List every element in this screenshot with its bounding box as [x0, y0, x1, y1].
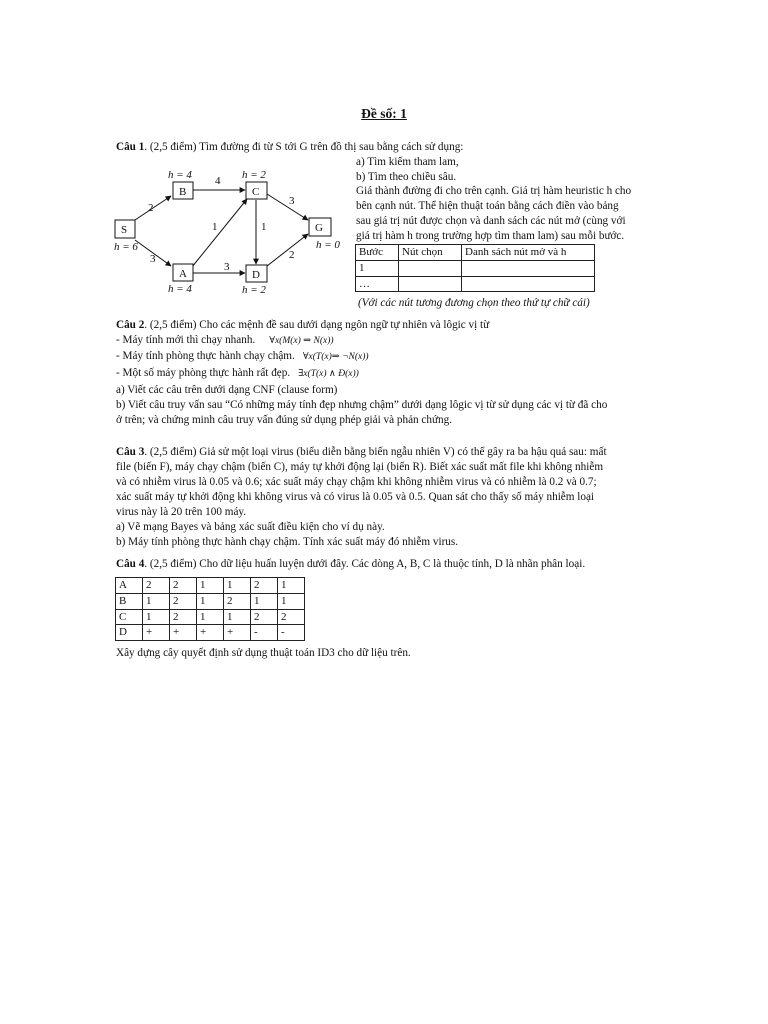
q2-statement-2	[116, 349, 369, 365]
q2-formula: ∀x(T(x)⇒ ¬N(x))	[302, 352, 369, 362]
q2-formula: ∀x(M(x) ⇒ N(x))	[269, 336, 334, 346]
table-cell: 1	[197, 593, 224, 609]
table-cell: C	[116, 609, 143, 625]
node-b-label: B	[179, 186, 187, 198]
edge-b-c-cost: 4	[215, 175, 221, 187]
node-c-label: C	[252, 186, 260, 198]
q1-desc-3: sau giá trị nút được chọn và danh sách các nút mở (cùng với	[356, 215, 626, 227]
q2-formula: ∃x(T(x) ∧ Đ(x))	[298, 369, 359, 379]
table-cell: …	[356, 276, 399, 292]
table-cell: 1	[224, 578, 251, 594]
table-cell: B	[116, 593, 143, 609]
table-header-row	[356, 245, 595, 261]
table-cell: 1	[224, 609, 251, 625]
edge-a-d-cost: 3	[224, 261, 230, 273]
node-b-h: h = 4	[168, 169, 192, 181]
q2-statement-text: - Máy tính phòng thực hành chạy chậm.	[116, 350, 295, 362]
q3-line-2: file (biến F), máy chạy chậm (biến C), máy tự khởi động lại (biến R). Biết xác suất mất file khi không nhiễm	[116, 461, 604, 473]
edge-s-b-cost: 2	[148, 202, 154, 214]
q3-line-1	[116, 445, 607, 460]
table-cell: +	[197, 625, 224, 641]
table-cell: 2	[251, 609, 278, 625]
table-header-cell: Danh sách nút mở và h	[462, 245, 595, 261]
table-cell: D	[116, 625, 143, 641]
table-row	[116, 625, 305, 641]
table-cell: -	[278, 625, 305, 641]
q1-option-a: a) Tìm kiếm tham lam,	[356, 156, 459, 168]
node-c-h: h = 2	[242, 169, 266, 181]
q3-part-b: b) Máy tính phòng thực hành chạy chậm. Tính xác suất máy đó nhiễm virus.	[116, 536, 459, 548]
table-cell: +	[224, 625, 251, 641]
q1-answer-table	[355, 244, 595, 292]
q2-heading	[116, 318, 489, 333]
table-cell: 2	[170, 609, 197, 625]
q1-note: (Với các nút tương đương chọn theo thứ tự chữ cái)	[358, 297, 590, 309]
table-cell: -	[251, 625, 278, 641]
edge-a-c-cost: 1	[212, 221, 218, 233]
q3-line-4: xác suất máy tự khởi động khi không virus và có virus là 0.05 và 0.5. Quan sát cho thấy số máy nhiễm loại	[116, 491, 595, 503]
q3-line-5: virus này là 20 trên 100 máy.	[116, 506, 247, 518]
q1-text: . (2,5 điểm) Tìm đường đi từ S tới G trên đồ thị sau bằng cách sử dụng:	[144, 141, 464, 153]
table-header-cell: Bước	[356, 245, 399, 261]
q3-line-3: và có nhiễm virus là 0.05 và 0.6; xác suất máy chạy chậm khi không nhiễm virus và có nhiễm là 0.2 và 0.7;	[116, 476, 597, 488]
q4-heading	[116, 557, 585, 572]
table-cell: +	[143, 625, 170, 641]
table-cell: 2	[143, 578, 170, 594]
q4-text: . (2,5 điểm) Cho dữ liệu huấn luyện dưới đây. Các dòng A, B, C là thuộc tính, D là nhãn phân loại.	[144, 558, 586, 570]
table-row	[116, 609, 305, 625]
table-cell: 1	[197, 578, 224, 594]
node-s-h: h = 6	[114, 241, 138, 253]
q2-statement-text: - Một số máy phòng thực hành rất đẹp.	[116, 367, 291, 379]
q1-desc-4: giá trị hàm h trong trường hợp tìm tham lam) sau mỗi bước.	[356, 230, 625, 242]
q4-footer: Xây dựng cây quyết định sử dụng thuật toán ID3 cho dữ liệu trên.	[116, 647, 411, 659]
table-cell: 2	[251, 578, 278, 594]
table-cell	[399, 260, 462, 276]
table-cell: 2	[170, 593, 197, 609]
edge-c-g-cost: 3	[289, 195, 295, 207]
table-cell: 1	[143, 593, 170, 609]
edge-c-d-cost: 1	[261, 221, 267, 233]
table-cell: +	[170, 625, 197, 641]
q1-desc-2: bên cạnh nút. Thể hiện thuật toán bằng cách điền vào bảng	[356, 200, 619, 212]
q1-heading	[116, 140, 463, 155]
q2-statement-text: - Máy tính mới thì chạy nhanh.	[116, 334, 256, 346]
q1-option-b: b) Tìm theo chiều sâu.	[356, 171, 457, 183]
q2-text: . (2,5 điểm) Cho các mệnh đề sau dưới dạng ngôn ngữ tự nhiên và lôgic vị từ	[144, 319, 490, 331]
edge-c-g	[267, 194, 308, 220]
node-a-label: A	[179, 268, 187, 280]
q4-data-table	[115, 577, 305, 641]
table-cell: 2	[278, 609, 305, 625]
node-g-label: G	[315, 222, 323, 234]
table-cell	[399, 276, 462, 292]
q2-statement-3	[116, 366, 359, 382]
q1-desc-1: Giá thành đường đi cho trên cạnh. Giá trị hàm heuristic h cho	[356, 185, 632, 197]
table-row	[356, 276, 595, 292]
table-cell: A	[116, 578, 143, 594]
q2-statement-1	[116, 333, 334, 349]
q3-label: Câu 3	[116, 446, 145, 458]
table-cell	[462, 260, 595, 276]
q2-part-a: a) Viết các câu trên dưới dạng CNF (clause form)	[116, 384, 338, 396]
node-s-label: S	[121, 224, 128, 236]
q2-part-b-2: ở trên; và chứng minh câu truy vấn đúng sử dụng phép giải và phản chứng.	[116, 414, 453, 426]
q2-label: Câu 2	[116, 319, 145, 331]
q3-text: . (2,5 điểm) Giả sử một loại virus (biểu diễn bằng biến ngẫu nhiên V) có thể gây ra ba hậu quả sau: mất	[144, 446, 607, 458]
edge-d-g-cost: 2	[289, 249, 295, 261]
table-cell: 1	[251, 593, 278, 609]
edge-s-a-cost: 3	[150, 253, 156, 265]
q2-part-b-1: b) Viết câu truy vấn sau “Có những máy tính đẹp nhưng chậm” dưới dạng lôgic vị từ sử dụng các vị từ đã cho	[116, 399, 608, 411]
node-a-h: h = 4	[168, 283, 192, 295]
edge-d-g	[267, 234, 308, 266]
q1-label: Câu 1	[116, 141, 145, 153]
table-cell: 1	[278, 578, 305, 594]
table-cell: 1	[197, 609, 224, 625]
node-d-label: D	[252, 269, 260, 281]
table-cell: 1	[143, 609, 170, 625]
edge-a-c	[192, 199, 247, 267]
table-row	[356, 260, 595, 276]
node-d-h: h = 2	[242, 284, 266, 296]
table-header-cell: Nút chọn	[399, 245, 462, 261]
search-graph	[112, 162, 352, 298]
table-cell	[462, 276, 595, 292]
table-row	[116, 593, 305, 609]
table-row	[116, 578, 305, 594]
page-title: Đề số: 1	[361, 106, 407, 121]
node-g-h: h = 0	[316, 239, 340, 251]
q4-label: Câu 4	[116, 558, 145, 570]
table-cell: 1	[356, 260, 399, 276]
table-cell: 1	[278, 593, 305, 609]
table-cell: 2	[224, 593, 251, 609]
table-cell: 2	[170, 578, 197, 594]
q3-part-a: a) Vẽ mạng Bayes và bảng xác suất điều kiện cho ví dụ này.	[116, 521, 385, 533]
